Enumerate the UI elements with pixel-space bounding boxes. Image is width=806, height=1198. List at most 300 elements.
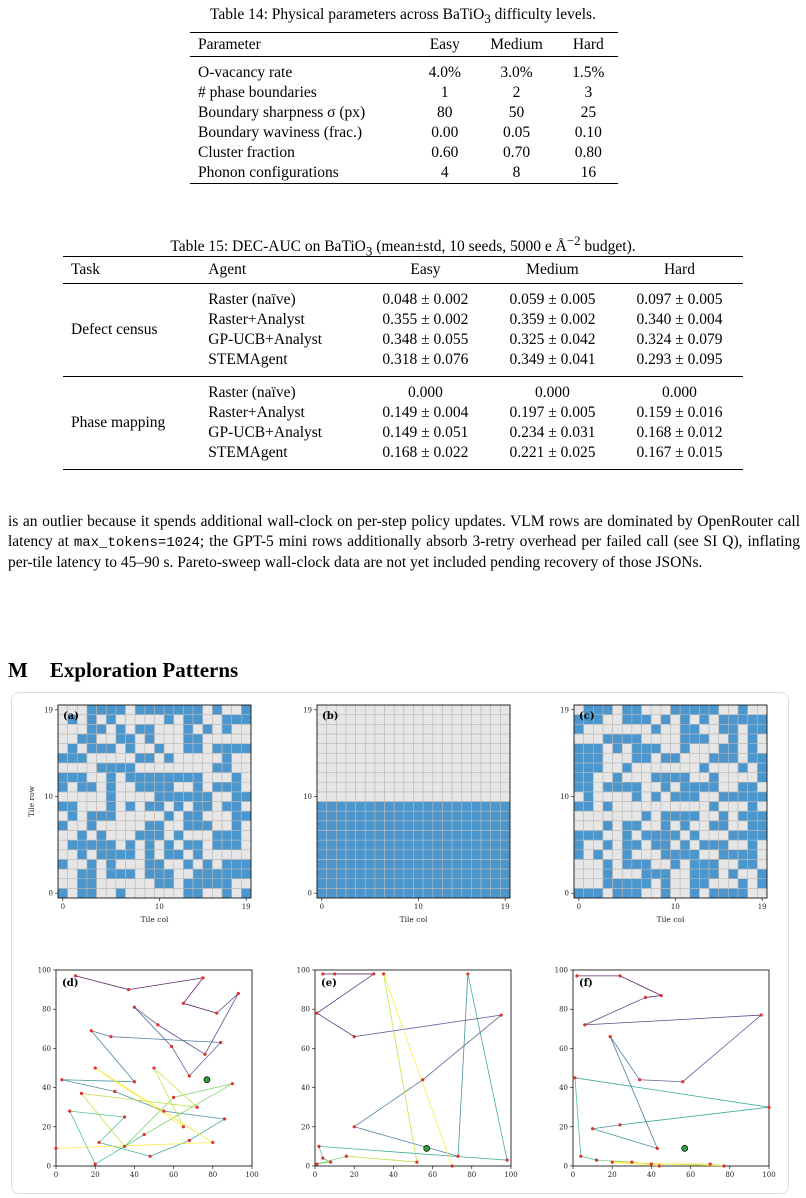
grid-tile — [699, 821, 709, 831]
grid-tile — [203, 792, 213, 802]
visit-point — [315, 1012, 318, 1015]
table15-cell: 0.149 ± 0.051 — [382, 424, 469, 441]
grid-tile — [232, 792, 242, 802]
grid-tile — [481, 802, 491, 812]
grid-tile — [356, 830, 366, 840]
grid-tile — [442, 763, 452, 773]
grid-tile — [317, 744, 327, 754]
grid-tile — [394, 879, 404, 889]
grid-tile — [106, 753, 116, 763]
grid-tile — [452, 773, 462, 783]
grid-tile — [385, 744, 395, 754]
grid-tile — [603, 811, 613, 821]
y-tick-label: 100 — [554, 966, 568, 975]
grid-tile — [414, 869, 424, 879]
grid-tile — [642, 734, 652, 744]
grid-tile — [327, 753, 337, 763]
grid-tile — [642, 782, 652, 792]
grid-tile — [584, 802, 594, 812]
grid-tile — [232, 753, 242, 763]
grid-tile — [603, 888, 613, 898]
grid-tile — [97, 850, 107, 860]
grid-tile — [452, 715, 462, 725]
grid-tile — [661, 753, 671, 763]
grid-tile — [728, 840, 738, 850]
grid-tile — [116, 724, 126, 734]
grid-tile — [116, 744, 126, 754]
start-marker — [204, 1077, 210, 1083]
grid-tile — [442, 744, 452, 754]
grid-tile — [603, 705, 613, 715]
grid-tile — [728, 724, 738, 734]
visit-point — [660, 994, 663, 997]
grid-tile — [155, 782, 165, 792]
grid-tile — [442, 734, 452, 744]
grid-tile — [671, 830, 681, 840]
grid-tile — [462, 782, 472, 792]
table15-cell: 0.359 ± 0.002 — [509, 311, 596, 328]
grid-tile — [155, 715, 165, 725]
grid-tile — [471, 792, 481, 802]
y-tick-label: 0 — [305, 1162, 310, 1171]
visit-point — [148, 1155, 151, 1158]
grid-tile — [145, 859, 155, 869]
grid-tile — [481, 850, 491, 860]
grid-tile — [164, 802, 174, 812]
grid-tile — [481, 888, 491, 898]
grid-tile — [500, 753, 510, 763]
grid-tile — [203, 782, 213, 792]
grid-tile — [394, 859, 404, 869]
grid-tile — [356, 821, 366, 831]
grid-tile — [164, 792, 174, 802]
visit-point — [133, 1080, 136, 1083]
visit-point — [133, 1006, 136, 1009]
grid-tile — [642, 811, 652, 821]
grid-tile — [336, 802, 346, 812]
grid-tile — [241, 753, 251, 763]
grid-tile — [690, 840, 700, 850]
grid-tile — [651, 830, 661, 840]
grid-tile — [593, 724, 603, 734]
table14-param: Cluster fraction — [198, 144, 295, 161]
grid-tile — [222, 734, 232, 744]
grid-tile — [126, 724, 136, 734]
grid-tile — [671, 724, 681, 734]
grid-tile — [500, 811, 510, 821]
visit-point — [188, 1074, 191, 1077]
grid-tile — [728, 753, 738, 763]
visit-point — [573, 1076, 576, 1079]
grid-tile — [116, 763, 126, 773]
grid-tile — [757, 840, 767, 850]
y-tick-label: 20 — [42, 1123, 51, 1132]
visit-point — [767, 1106, 770, 1109]
grid-tile — [68, 763, 78, 773]
grid-tile — [58, 724, 68, 734]
grid-tile — [442, 888, 452, 898]
grid-tile — [77, 830, 87, 840]
grid-tile — [462, 859, 472, 869]
caption-text: Table 15: DEC-AUC on BaTiO — [170, 238, 366, 256]
grid-tile — [87, 869, 97, 879]
grid-tile — [481, 879, 491, 889]
grid-tile — [174, 821, 184, 831]
grid-tile — [327, 830, 337, 840]
grid-tile — [462, 753, 472, 763]
grid-tile — [471, 705, 481, 715]
visit-point — [583, 1023, 586, 1026]
grid-tile — [642, 792, 652, 802]
grid-tile — [593, 879, 603, 889]
grid-tile — [757, 792, 767, 802]
visit-point — [219, 1041, 222, 1044]
grid-tile — [481, 830, 491, 840]
x-axis-label: Tile col — [399, 915, 428, 924]
grid-tile — [183, 782, 193, 792]
grid-tile — [375, 859, 385, 869]
grid-tile — [404, 753, 414, 763]
grid-tile — [203, 763, 213, 773]
grid-tile — [593, 792, 603, 802]
grid-tile — [97, 724, 107, 734]
grid-tile — [574, 879, 584, 889]
grid-tile — [77, 782, 87, 792]
visit-point — [760, 1013, 763, 1016]
grid-tile — [356, 792, 366, 802]
grid-tile — [346, 773, 356, 783]
grid-tile — [155, 830, 165, 840]
grid-tile — [336, 763, 346, 773]
grid-tile — [212, 869, 222, 879]
grid-tile — [212, 715, 222, 725]
grid-tile — [404, 792, 414, 802]
grid-tile — [651, 850, 661, 860]
visit-point — [109, 1035, 112, 1038]
grid-tile — [651, 782, 661, 792]
grid-tile — [375, 879, 385, 889]
grid-tile — [222, 859, 232, 869]
grid-tile — [97, 705, 107, 715]
grid-tile — [651, 879, 661, 889]
grid-tile — [327, 850, 337, 860]
visit-point — [90, 1029, 93, 1032]
grid-tile — [164, 869, 174, 879]
grid-tile — [613, 782, 623, 792]
grid-tile — [680, 715, 690, 725]
grid-tile — [327, 724, 337, 734]
grid-tile — [680, 821, 690, 831]
grid-tile — [728, 773, 738, 783]
grid-tile — [241, 888, 251, 898]
path-panel-d — [53, 970, 252, 1169]
grid-tile — [336, 773, 346, 783]
grid-tile — [452, 811, 462, 821]
grid-tile — [748, 821, 758, 831]
grid-tile — [632, 705, 642, 715]
grid-tile — [414, 821, 424, 831]
grid-tile — [193, 734, 203, 744]
grid-tile — [642, 802, 652, 812]
grid-tile — [241, 840, 251, 850]
grid-tile — [183, 859, 193, 869]
grid-tile — [690, 782, 700, 792]
grid-tile — [593, 830, 603, 840]
grid-tile — [699, 792, 709, 802]
grid-tile — [327, 802, 337, 812]
table15-row — [63, 284, 743, 311]
grid-tile — [356, 802, 366, 812]
grid-tile — [491, 840, 501, 850]
grid-tile — [414, 782, 424, 792]
grid-tile — [385, 773, 395, 783]
grid-tile — [661, 811, 671, 821]
grid-tile — [622, 744, 632, 754]
grid-tile — [232, 859, 242, 869]
grid-tile — [719, 888, 729, 898]
grid-tile — [394, 744, 404, 754]
grid-tile — [222, 869, 232, 879]
grid-tile — [404, 802, 414, 812]
grid-tile — [632, 869, 642, 879]
grid-tile — [699, 802, 709, 812]
grid-panel-b — [314, 705, 510, 901]
grid-tile — [471, 782, 481, 792]
grid-tile — [757, 705, 767, 715]
grid-tile — [193, 705, 203, 715]
grid-tile — [68, 773, 78, 783]
grid-tile — [442, 859, 452, 869]
grid-tile — [671, 859, 681, 869]
grid-tile — [632, 840, 642, 850]
section-heading — [8, 658, 238, 683]
grid-tile — [642, 724, 652, 734]
table15-header: Hard — [663, 261, 695, 278]
grid-tile — [462, 888, 472, 898]
grid-tile — [622, 734, 632, 744]
grid-tile — [135, 811, 145, 821]
grid-tile — [346, 888, 356, 898]
panel-label: (c) — [579, 711, 595, 722]
grid-tile — [106, 802, 116, 812]
grid-tile — [748, 850, 758, 860]
grid-tile — [642, 869, 652, 879]
grid-tile — [661, 802, 671, 812]
x-tick-label: 20 — [607, 1171, 617, 1179]
panel-label: (b) — [322, 711, 339, 722]
grid-tile — [68, 830, 78, 840]
exploration-figure — [11, 692, 789, 1194]
grid-tile — [365, 705, 375, 715]
grid-tile — [661, 705, 671, 715]
grid-tile — [375, 811, 385, 821]
y-tick-label: 80 — [559, 1005, 568, 1014]
grid-tile — [126, 888, 136, 898]
grid-tile — [423, 753, 433, 763]
grid-tile — [593, 811, 603, 821]
grid-tile — [145, 830, 155, 840]
grid-tile — [106, 715, 116, 725]
grid-tile — [661, 744, 671, 754]
grid-tile — [642, 840, 652, 850]
grid-tile — [471, 850, 481, 860]
grid-tile — [414, 705, 424, 715]
grid-tile — [155, 879, 165, 889]
grid-tile — [145, 734, 155, 744]
grid-tile — [442, 782, 452, 792]
grid-tile — [671, 744, 681, 754]
grid-tile — [671, 782, 681, 792]
grid-tile — [317, 782, 327, 792]
grid-tile — [603, 715, 613, 725]
caption-text: difficulty levels. — [490, 6, 596, 23]
table15-cell: 0.000 — [407, 384, 443, 401]
table15-cell: 0.318 ± 0.076 — [382, 351, 469, 368]
grid-tile — [68, 782, 78, 792]
grid-tile — [385, 792, 395, 802]
grid-tile — [632, 773, 642, 783]
grid-tile — [164, 850, 174, 860]
y-tick-label: 0 — [563, 1162, 568, 1171]
grid-tile — [593, 753, 603, 763]
grid-tile — [174, 773, 184, 783]
grid-tile — [661, 782, 671, 792]
grid-tile — [174, 705, 184, 715]
grid-tile — [613, 888, 623, 898]
table15-header: Agent — [208, 261, 247, 278]
grid-tile — [174, 744, 184, 754]
grid-tile — [433, 763, 443, 773]
grid-tile — [222, 724, 232, 734]
grid-tile — [241, 830, 251, 840]
table15-cell: 0.234 ± 0.031 — [509, 424, 596, 441]
grid-tile — [126, 734, 136, 744]
grid-tile — [757, 850, 767, 860]
grid-tile — [174, 888, 184, 898]
grid-tile — [222, 850, 232, 860]
grid-tile — [155, 744, 165, 754]
grid-tile — [116, 792, 126, 802]
grid-tile — [145, 802, 155, 812]
grid-tile — [222, 802, 232, 812]
grid-tile — [500, 782, 510, 792]
start-marker — [424, 1145, 430, 1151]
grid-tile — [738, 724, 748, 734]
grid-tile — [58, 888, 68, 898]
grid-tile — [462, 802, 472, 812]
y-tick-label: 60 — [42, 1044, 51, 1053]
grid-tile — [462, 792, 472, 802]
grid-tile — [433, 715, 443, 725]
grid-tile — [757, 734, 767, 744]
grid-tile — [738, 840, 748, 850]
grid-tile — [452, 840, 462, 850]
grid-tile — [212, 879, 222, 889]
grid-tile — [126, 859, 136, 869]
grid-tile — [699, 773, 709, 783]
grid-tile — [212, 802, 222, 812]
grid-tile — [193, 773, 203, 783]
grid-tile — [414, 715, 424, 725]
visit-point — [722, 1164, 725, 1167]
table15-cell: 0.221 ± 0.025 — [509, 444, 596, 461]
grid-tile — [414, 773, 424, 783]
grid-tile — [738, 802, 748, 812]
grid-tile — [241, 724, 251, 734]
table14-header: Parameter — [198, 35, 261, 53]
grid-tile — [327, 888, 337, 898]
table15-agent: STEMAgent — [208, 444, 288, 461]
table15-cell: 0.168 ± 0.012 — [636, 424, 723, 441]
grid-tile — [97, 811, 107, 821]
grid-tile — [632, 859, 642, 869]
grid-tile — [356, 724, 366, 734]
grid-tile — [699, 763, 709, 773]
grid-tile — [491, 792, 501, 802]
table15-agent: GP-UCB+Analyst — [208, 331, 323, 348]
grid-tile — [481, 715, 491, 725]
grid-tile — [651, 802, 661, 812]
visit-point — [188, 1139, 191, 1142]
grid-tile — [404, 888, 414, 898]
grid-tile — [738, 888, 748, 898]
grid-tile — [699, 879, 709, 889]
grid-tile — [126, 792, 136, 802]
grid-tile — [593, 744, 603, 754]
grid-tile — [193, 763, 203, 773]
grid-tile — [336, 724, 346, 734]
grid-tile — [690, 705, 700, 715]
grid-tile — [757, 879, 767, 889]
table15-header: Task — [71, 261, 101, 278]
grid-tile — [317, 859, 327, 869]
grid-tile — [719, 782, 729, 792]
grid-tile — [757, 744, 767, 754]
grid-tile — [680, 859, 690, 869]
y-tick-label: 19 — [303, 706, 312, 715]
grid-tile — [241, 705, 251, 715]
grid-tile — [241, 792, 251, 802]
grid-tile — [222, 753, 232, 763]
grid-tile — [671, 888, 681, 898]
grid-tile — [642, 715, 652, 725]
grid-tile — [651, 734, 661, 744]
grid-tile — [574, 763, 584, 773]
grid-tile — [491, 724, 501, 734]
grid-tile — [680, 782, 690, 792]
grid-tile — [97, 715, 107, 725]
grid-tile — [365, 744, 375, 754]
grid-tile — [500, 773, 510, 783]
grid-tile — [193, 888, 203, 898]
grid-tile — [481, 773, 491, 783]
grid-tile — [491, 782, 501, 792]
grid-tile — [365, 811, 375, 821]
grid-tile — [462, 773, 472, 783]
table14-header: Medium — [490, 35, 543, 53]
grid-tile — [642, 888, 652, 898]
grid-tile — [135, 859, 145, 869]
grid-tile — [375, 888, 385, 898]
visit-point — [203, 1053, 206, 1056]
grid-tile — [632, 802, 642, 812]
grid-tile — [481, 811, 491, 821]
grid-tile — [365, 782, 375, 792]
table15-cell: 0.348 ± 0.055 — [382, 331, 469, 348]
visit-point — [630, 1160, 633, 1163]
grid-tile — [690, 724, 700, 734]
grid-tile — [651, 753, 661, 763]
